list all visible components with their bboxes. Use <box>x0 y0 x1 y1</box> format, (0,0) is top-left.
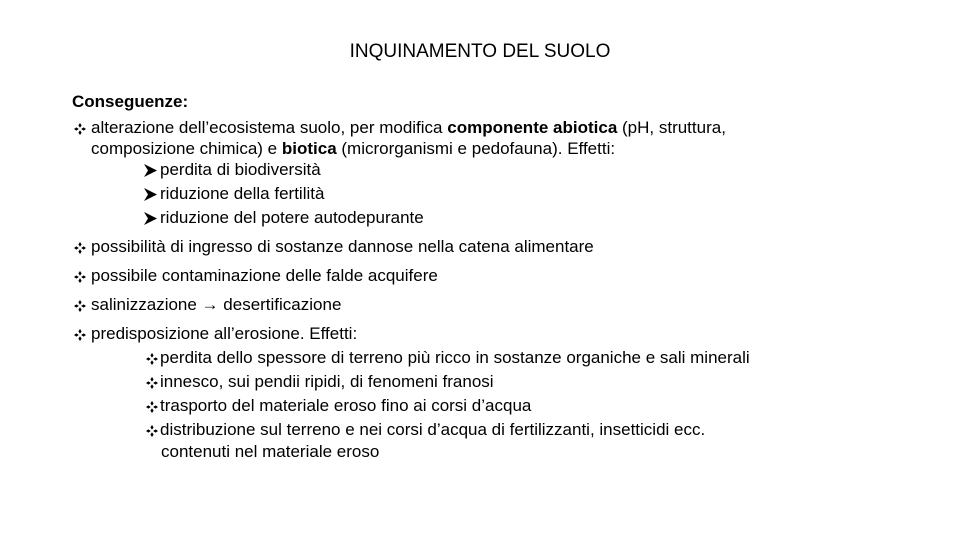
erosion-effect-item <box>72 370 932 394</box>
item1-text-part1: alterazione dell’ecosistema suolo, per modifica <box>91 118 448 137</box>
diamond-bullet-icon <box>74 300 86 312</box>
erosion-effect-item <box>72 346 932 370</box>
arrow-bullet-icon <box>144 164 157 177</box>
effect-text: riduzione della fertilità <box>160 184 325 203</box>
diamond-bullet-icon <box>74 271 86 283</box>
arrow-bullet-icon <box>144 188 157 201</box>
item4-text: salinizzazione → desertificazione <box>91 295 342 314</box>
erosion-effect-text: perdita dello spessore di terreno più ricco in sostanze organiche e sali minerali <box>160 348 750 367</box>
effect-text: perdita di biodiversità <box>160 160 321 179</box>
item1-bold-abiotic: componente abiotica <box>447 118 618 137</box>
diamond-bullet-icon <box>146 425 158 437</box>
section-heading: Conseguenze: <box>72 92 189 111</box>
erosion-effect-continuation: contenuti nel materiale eroso <box>161 442 380 461</box>
effect-item <box>72 158 932 182</box>
diamond-bullet-icon <box>74 329 86 341</box>
erosion-effect-text: innesco, sui pendii ripidi, di fenomeni franosi <box>160 372 494 391</box>
item1-bold-biotic: biotica <box>281 139 337 158</box>
effect-item <box>72 206 932 230</box>
item3-text: possibile contaminazione delle falde acquifere <box>91 266 438 285</box>
diamond-bullet-icon <box>146 401 158 413</box>
list-item-1 <box>72 116 932 158</box>
diamond-bullet-icon <box>146 353 158 365</box>
item1-text-part3: composizione chimica) e <box>91 139 282 158</box>
effect-item <box>72 182 932 206</box>
diamond-bullet-icon <box>146 377 158 389</box>
list-item-3 <box>72 264 932 288</box>
item5-text: predisposizione all’erosione. Effetti: <box>91 324 358 343</box>
diamond-bullet-icon <box>74 123 86 135</box>
effect-text: riduzione del potere autodepurante <box>160 208 424 227</box>
erosion-effect-text: distribuzione sul terreno e nei corsi d’acqua di fertilizzanti, insetticidi ecc. <box>160 420 706 439</box>
list-item-2 <box>72 235 932 259</box>
erosion-effect-text: trasporto del materiale eroso fino ai corsi d’acqua <box>160 396 532 415</box>
diamond-bullet-icon <box>74 242 86 254</box>
list-item-5 <box>72 322 932 346</box>
item1-text-part4: (microrganismi e pedofauna). Effetti: <box>336 139 616 158</box>
slide-title: INQUINAMENTO DEL SUOLO <box>349 41 611 62</box>
erosion-effect-item <box>72 394 932 418</box>
erosion-effect-item <box>72 418 932 462</box>
list-item-4 <box>72 293 932 317</box>
item1-text-part2: (pH, struttura, <box>617 118 726 137</box>
arrow-bullet-icon <box>144 212 157 225</box>
slide-content <box>72 90 932 462</box>
item2-text: possibilità di ingresso di sostanze dannose nella catena alimentare <box>91 237 594 256</box>
